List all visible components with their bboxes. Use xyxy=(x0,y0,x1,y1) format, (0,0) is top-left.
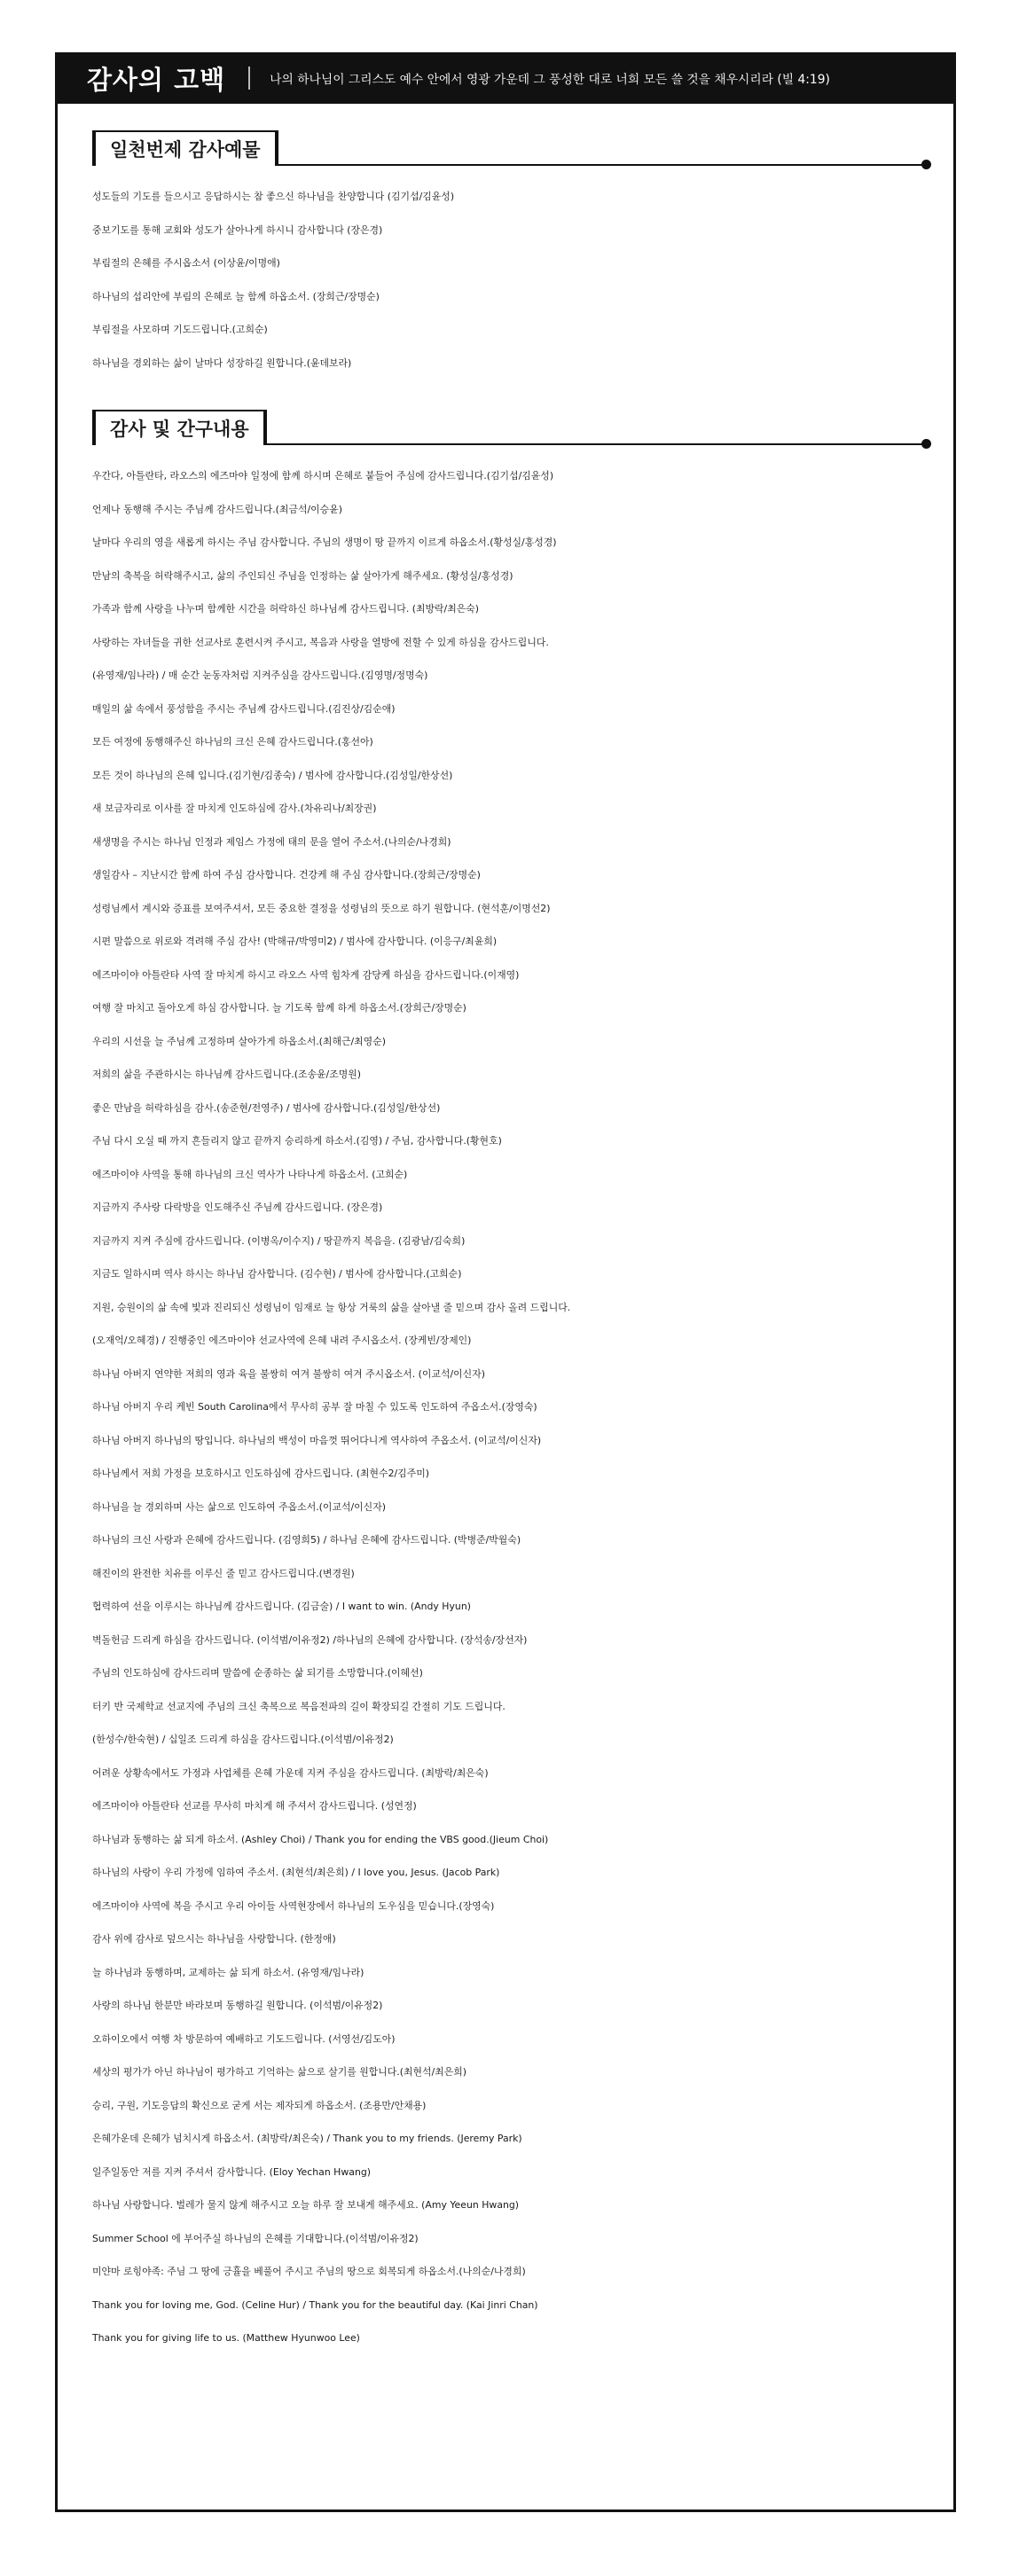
section-header xyxy=(92,410,926,449)
list-item: 미얀마 로힝야족: 주님 그 땅에 긍휼을 베풀어 주시고 주님의 땅으로 회복되게 하옵소서.(나의순/나경희) xyxy=(92,2266,526,2277)
list-item: 하나님과 동행하는 삶 되게 하소서. (Ashley Choi) / Thank you for ending the VBS good.(Jieum Choi) xyxy=(92,1833,549,1845)
section-title: 일천번제 감사예물 xyxy=(110,139,261,161)
list-item: 만남의 축복을 허락해주시고, 삶의 주인되신 주님을 인정하는 삶 살아가게 해주세요. (황성실/홍성경) xyxy=(92,569,513,582)
list-item: 하나님 아버지 연약한 저희의 영과 육을 불쌍히 여겨 불쌍히 여겨 주시옵소서. (이교석/이신자) xyxy=(92,1367,485,1380)
list-item: 언제나 동행해 주시는 주님께 감사드립니다.(최금석/이승윤) xyxy=(92,503,342,515)
list-item: 하나님의 크신 사랑과 은혜에 감사드립니다. (김영희5) / 하나님 은혜에 감사드립니다. (박병준/박월숙) xyxy=(92,1534,521,1546)
list-item: 에즈마이야 아틀란타 사역 잘 마치게 하시고 라오스 사역 힘차게 감당케 하심을 감사드립니다.(이재영) xyxy=(92,968,520,981)
list-item: 여행 잘 마치고 돌아오게 하심 감사합니다. 늘 기도록 함께 하게 하옵소서.(장희근/장명순) xyxy=(92,1002,466,1014)
header-verse: 나의 하나님이 그리스도 예수 안에서 영광 가운데 그 풍성한 대로 너희 모든 쓸 것을 채우시리라 (빌 4:19) xyxy=(270,73,830,87)
section-lines xyxy=(92,180,926,380)
list-item: 터키 반 국제학교 선교지에 주님의 크신 축복으로 복음전파의 길이 확장되길 간절히 기도 드립니다. xyxy=(92,1700,506,1712)
list-item: 어려운 상황속에서도 가정과 사업체를 은혜 가운데 지켜 주심을 감사드립니다. (최방락/최은숙) xyxy=(92,1766,489,1779)
list-item: 에즈마이야 사역에 복을 주시고 우리 아이들 사역현장에서 하나님의 도우심을 믿습니다.(장영숙) xyxy=(92,1899,495,1912)
list-item: 은혜가운데 은혜가 넘치시게 하옵소서. (최방락/최은숙) / Thank you to my friends. (Jeremy Park) xyxy=(92,2133,522,2144)
section-thanks-requests xyxy=(92,410,926,2355)
list-item: 하나님을 늘 경외하며 사는 삶으로 인도하여 주옵소서.(이교석/이신자) xyxy=(92,1500,386,1513)
list-item: 하나님을 경외하는 삶이 날마다 성장하길 원합니다.(윤데보라) xyxy=(92,356,352,369)
list-item: 부림절의 은혜를 주시옵소서 (이상윤/이명애) xyxy=(92,257,280,269)
list-item: (유영재/임나라) / 매 순간 눈동자처럼 지켜주심을 감사드립니다.(김영명/정명숙) xyxy=(92,669,428,681)
section-tab xyxy=(92,130,278,166)
list-item: 해진이의 완전한 치유를 이루신 줄 믿고 감사드립니다.(변경원) xyxy=(92,1567,355,1579)
list-item: 우리의 시선을 늘 주님께 고정하며 살아가게 하옵소서.(최해근/최영순) xyxy=(92,1035,386,1047)
list-item: 모든 여정에 동행해주신 하나님의 크신 은혜 감사드립니다.(홍선아) xyxy=(92,736,373,748)
header-divider xyxy=(248,67,250,90)
list-item: 가족과 함께 사랑을 나누며 함께한 시간을 허락하신 하나님께 감사드립니다. (최방락/최은숙) xyxy=(92,603,480,615)
page-title: 감사의 고백 xyxy=(87,64,226,95)
list-item: 오하이오에서 여행 차 방문하여 예배하고 기도드립니다. (서영선/김도아) xyxy=(92,2032,396,2045)
list-item: 생일감사 – 지난시간 함께 하여 주심 감사합니다. 건강케 해 주심 감사합니다.(장희근/장명순) xyxy=(92,869,481,881)
list-item: 세상의 평가가 아닌 하나님이 평가하고 기억하는 삶으로 살기를 원합니다.(최현석/최은희) xyxy=(92,2066,467,2078)
list-item: 사랑의 하나님 한분만 바라보며 동행하길 원합니다. (이석범/이유정2) xyxy=(92,2000,383,2011)
list-item: 벽돌헌금 드리게 하심을 감사드립니다. (이석범/이유정2) /하나님의 은혜에 감사합니다. (장석송/장선자) xyxy=(92,1633,528,1646)
list-item: 하나님 아버지 하나님의 땅입니다. 하나님의 백성이 마음껏 뛰어다니게 역사하여 주옵소서. (이교석/이신자) xyxy=(92,1434,542,1446)
list-item: 날마다 우리의 영을 새롭게 하시는 주님 감사합니다. 주님의 생명이 땅 끝까지 이르게 하옵소서.(황성실/홍성경) xyxy=(92,536,557,548)
list-item: 하나님의 사랑이 우리 가정에 임하여 주소서. (최현석/최은희) / I love you, Jesus. (Jacob Park) xyxy=(92,1867,500,1878)
list-item: 하나님 사랑합니다. 벌레가 물지 않게 해주시고 오늘 하루 잘 보내게 해주세요. (Amy Yeeun Hwang) xyxy=(92,2199,520,2211)
list-item: 주님 다시 오실 때 까지 흔들리지 않고 끝까지 승리하게 하소서.(김영) / 주님, 감사합니다.(황현호) xyxy=(92,1135,502,1147)
list-item: 늘 하나님과 동행하며, 교제하는 삶 되게 하소서. (유영재/임나라) xyxy=(92,1966,364,1978)
list-item: 저희의 삶을 주관하시는 하나님께 감사드립니다.(조송윤/조명원) xyxy=(92,1069,362,1080)
list-item: 에즈마이야 사역을 통해 하나님의 크신 역사가 나타나게 하옵소서. (고희순) xyxy=(92,1168,408,1180)
section-lines xyxy=(92,459,926,2355)
list-item: 사랑하는 자녀들을 귀한 선교사로 훈련시켜 주시고, 복음과 사랑을 열방에 전할 수 있게 하심을 감사드립니다. xyxy=(92,636,549,648)
list-item: (한성수/한숙현) / 십일조 드리게 하심을 감사드립니다.(이석범/이유정2) xyxy=(92,1734,394,1745)
list-item: 주님의 인도하심에 감사드리며 말씀에 순종하는 삶 되기를 소망합니다.(이혜선) xyxy=(92,1667,423,1679)
list-item: 중보기도를 통해 교회와 성도가 살아나게 하시니 감사합니다 (장은경) xyxy=(92,223,383,236)
section-title: 감사 및 간구내용 xyxy=(110,419,249,440)
page-header xyxy=(55,52,956,104)
list-item: 좋은 만남을 허락하심을 감사.(송준현/전영주) / 범사에 감사합니다.(김성일/한상선) xyxy=(92,1101,441,1114)
list-item: 우간다, 아틀란타, 라오스의 에즈마야 일정에 함께 하시며 은혜로 붙들어 주심에 감사드립니다.(김기섭/김윤성) xyxy=(92,470,554,482)
list-item: Summer School 에 부어주실 하나님의 은혜를 기대합니다.(이석범/이유정2) xyxy=(92,2232,419,2244)
list-item: 시편 말씀으로 위로와 격려해 주심 감사! (박해규/박영미2) / 범사에 감사합니다. (이응구/최윤희) xyxy=(92,936,498,947)
list-item: 지원, 승원이의 삶 속에 빛과 진리되신 성령님이 임재로 늘 항상 거룩의 삶을 살아낼 줄 믿으며 감사 올려 드립니다. xyxy=(92,1301,571,1313)
list-item: Thank you for giving life to us. (Matthew Hyunwoo Lee) xyxy=(92,2332,360,2344)
list-item: 일주일동안 저를 지켜 주셔서 감사합니다. (Eloy Yechan Hwang) xyxy=(92,2165,372,2178)
list-item: 부림절을 사모하며 기도드립니다.(고희순) xyxy=(92,324,268,335)
rule-end-dot xyxy=(921,439,931,449)
list-item: 매일의 삶 속에서 풍성함을 주시는 주님께 감사드립니다.(김진상/김순애) xyxy=(92,702,396,715)
list-item: (오재억/오혜경) / 진행중인 에즈마이야 선교사역에 은혜 내려 주시옵소서. (장케빈/장제인) xyxy=(92,1335,472,1346)
list-item: 새 보금자리로 이사를 잘 마치게 인도하심에 감사.(차유리나/최장권) xyxy=(92,803,377,814)
list-item: 하나님의 섭리안에 부림의 은혜로 늘 함께 하옵소서. (장희근/장명순) xyxy=(92,290,380,302)
list-item: 승리, 구원, 기도응답의 확신으로 굳게 서는 제자되게 하옵소서. (조용만/안채용) xyxy=(92,2099,427,2111)
list-item: 지금도 일하시며 역사 하시는 하나님 감사합니다. (김수현) / 범사에 감사합니다.(고희순) xyxy=(92,1268,462,1280)
list-item: 에즈마이야 아틀란타 선교를 무사히 마치게 해 주셔서 감사드립니다. (성연정) xyxy=(92,1800,417,1812)
list-item: 하나님께서 저희 가정을 보호하시고 인도하심에 감사드립니다. (최현수2/김주미) xyxy=(92,1468,429,1479)
section-tab xyxy=(92,410,267,445)
rule-end-dot xyxy=(921,160,931,169)
list-item: 성령님께서 계시와 증표를 보여주셔서, 모든 중요한 결정을 성령님의 뜻으로 하기 원합니다. (현석훈/이명선2) xyxy=(92,902,551,914)
list-item: 성도들의 기도를 들으시고 응답하시는 참 좋으신 하나님을 찬양합니다 (김기섭/김윤성) xyxy=(92,191,455,202)
section-offering xyxy=(92,130,926,380)
list-item: 협력하여 선을 이루시는 하나님께 감사드립니다. (김금술) / I want to win. (Andy Hyun) xyxy=(92,1601,471,1612)
list-item: 감사 위에 감사로 덮으시는 하나님을 사랑합니다. (한정애) xyxy=(92,1933,336,1945)
list-item: 모든 것이 하나님의 은혜 입니다.(김기현/김종숙) / 범사에 감사합니다.(김성일/한상선) xyxy=(92,769,453,781)
list-item: 새생명을 주시는 하나님 인정과 제임스 가정에 태의 문을 열어 주소서.(나의순/나경희) xyxy=(92,835,451,848)
section-header xyxy=(92,130,926,169)
list-item: Thank you for loving me, God. (Celine Hur) / Thank you for the beautiful day. (Kai Jinri Chan) xyxy=(92,2298,538,2311)
list-item: 지금까지 지켜 주심에 감사드립니다. (이병옥/이수지) / 땅끝까지 복음을. (김광남/김숙희) xyxy=(92,1234,466,1247)
list-item: 하나님 아버지 우리 케빈 South Carolina에서 무사히 공부 잘 마칠 수 있도록 인도하여 주옵소서.(장영숙) xyxy=(92,1401,537,1413)
list-item: 지금까지 주사랑 다락방을 인도해주신 주님께 감사드립니다. (장은경) xyxy=(92,1202,383,1213)
